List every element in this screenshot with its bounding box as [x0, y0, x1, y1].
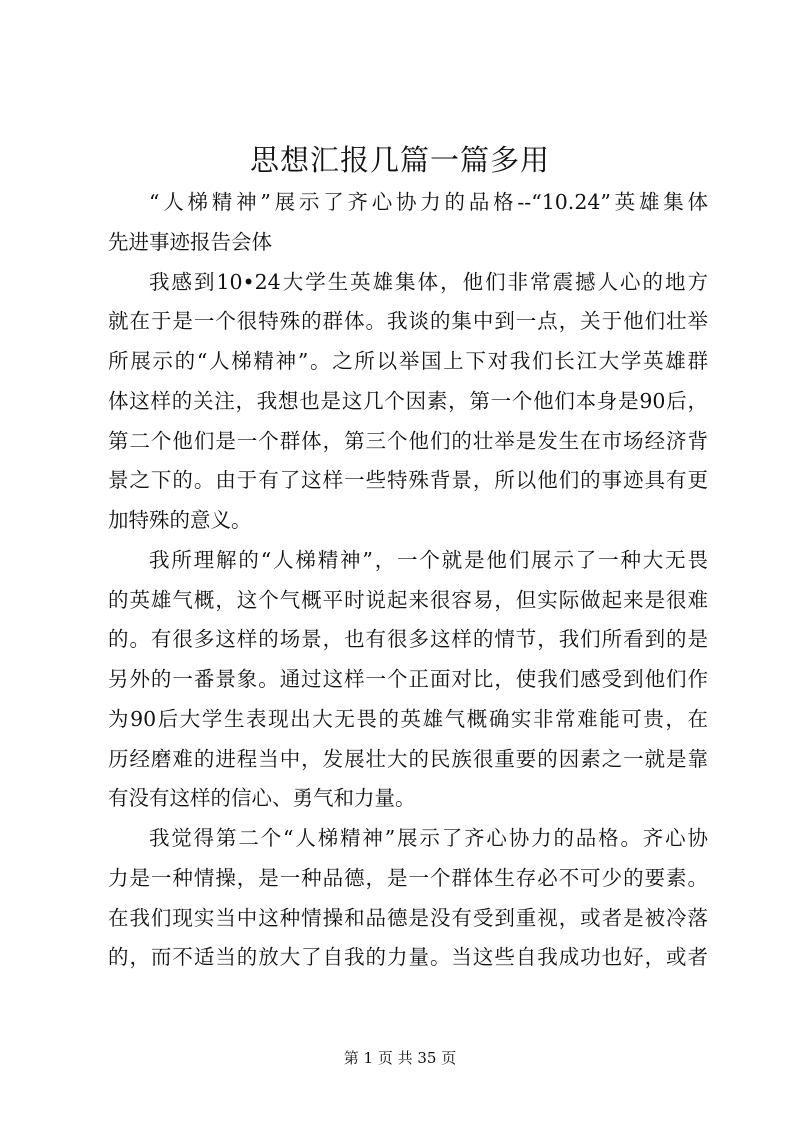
- body-line: 另外的一番景象。通过这样一个正面对比，使我们感受到他们作: [108, 667, 708, 691]
- body-line: 历经磨难的进程当中，发展壮大的民族很重要的因素之一就是靠: [108, 746, 708, 771]
- body-line: 的英雄气概，这个气概平时说起来很容易，但实际做起来是很难: [108, 587, 708, 612]
- body-line: 先进事迹报告会体: [108, 229, 272, 254]
- body-line: 景之下的。由于有了这样一些特殊背景，所以他们的事迹具有更: [108, 468, 708, 493]
- body-line: 所展示的“人梯精神”。之所以举国上下对我们长江大学英雄群: [108, 349, 708, 373]
- body-line: 的。有很多这样的场景，也有很多这样的情节，我们所看到的是: [108, 627, 708, 652]
- body-line: 有没有这样的信心、勇气和力量。: [108, 786, 416, 811]
- document-title: 思想汇报几篇一篇多用: [249, 143, 550, 177]
- body-line: 第二个他们是一个群体，第三个他们的壮举是发生在市场经济背: [108, 428, 708, 453]
- body-line: 的，而不适当的放大了自我的力量。当这些自我成功也好，或者: [108, 945, 708, 970]
- document-body: [108, 183, 708, 978]
- body-line: 为90后大学生表现出大无畏的英雄气概确实非常难能可贵，在: [108, 706, 708, 731]
- page-footer: 第 1 页 共 35 页: [343, 1049, 457, 1067]
- body-line: 我所理解的“人梯精神”，一个就是他们展示了一种大无畏: [149, 547, 708, 572]
- body-line: 就在于是一个很特殊的群体。我谈的集中到一点，关于他们壮举: [108, 309, 708, 334]
- body-line: 我觉得第二个“人梯精神”展示了齐心协力的品格。齐心协: [149, 826, 708, 850]
- body-line: 体这样的关注，我想也是这几个因素，第一个他们本身是90后，: [108, 388, 708, 413]
- body-line: 我感到10•24大学生英雄集体，他们非常震撼人心的地方: [149, 269, 708, 294]
- body-line: 力是一种情操，是一种品德，是一个群体生存必不可少的要素。: [108, 865, 708, 890]
- body-line: 在我们现实当中这种情操和品德是没有受到重视，或者是被冷落: [108, 905, 708, 930]
- body-line: 加特殊的意义。: [108, 508, 252, 532]
- body-line: “人梯精神”展示了齐心协力的品格--“10.24”英雄集体: [149, 190, 708, 214]
